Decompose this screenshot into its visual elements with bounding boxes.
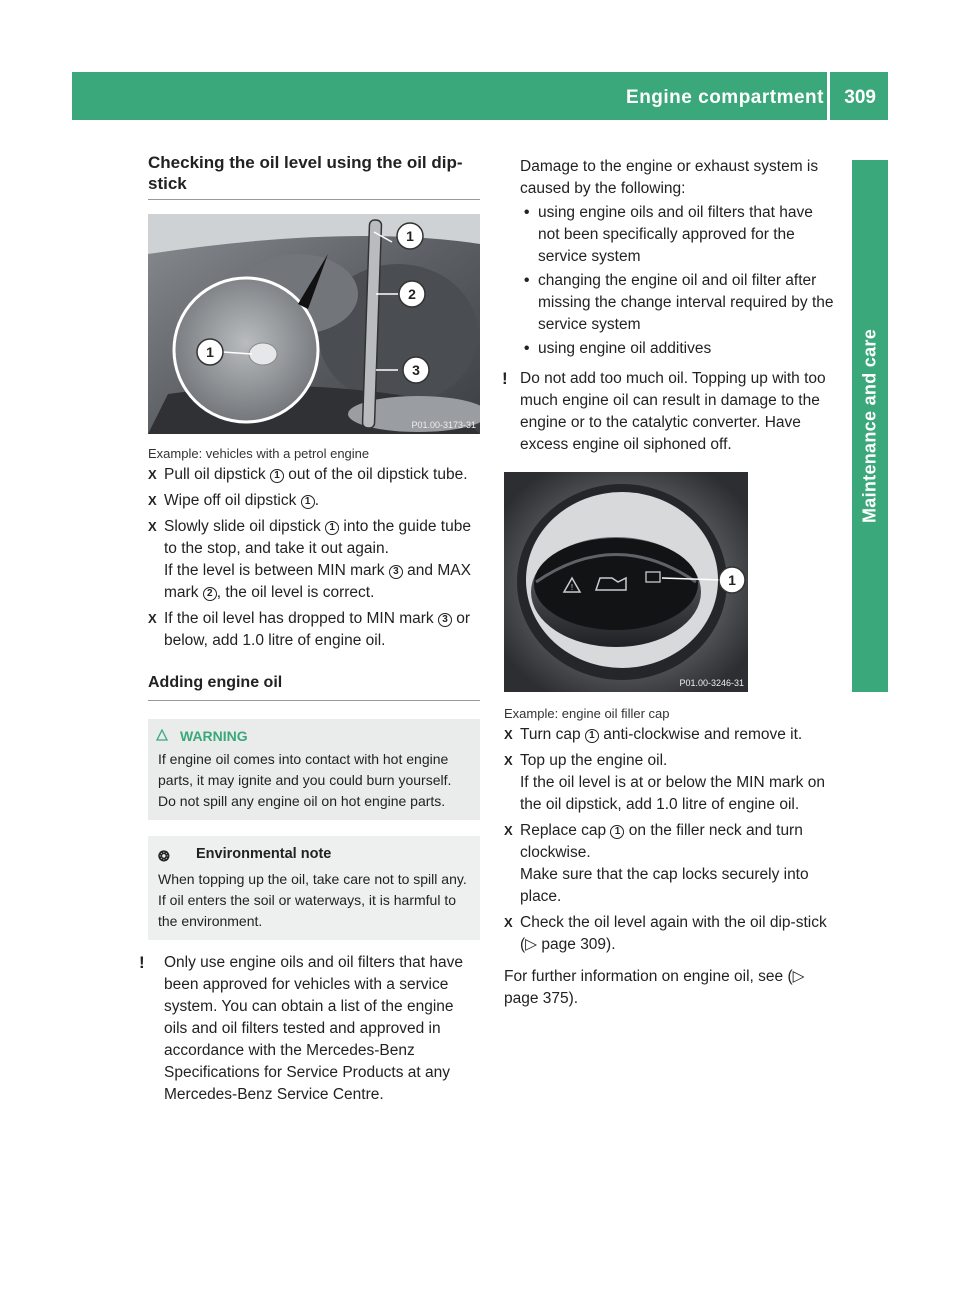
step-add-oil: X If the oil level has dropped to MIN mark 3 or below, add 1.0 litre of engine oil. <box>148 610 471 649</box>
svg-text:!: ! <box>570 583 574 592</box>
environmental-note-box <box>148 836 480 940</box>
damage-intro: Damage to the engine or exhaust system is caused by the following: <box>520 158 819 197</box>
photo-code: P01.00-3246-31 <box>679 678 744 688</box>
step-top-up: X Top up the engine oil. If the oil level is at or below the MIN mark on the oil dipstick, add 1.0 litre of engine oil. <box>504 752 825 813</box>
step-arrow-icon: X <box>148 611 157 626</box>
side-tab-marker <box>852 642 888 692</box>
damage-bullet: • changing the engine oil and oil filter after missing the change interval required by the service system <box>524 272 834 333</box>
bullet-dot: • <box>524 340 530 357</box>
callout-1-cap: 1 <box>728 572 736 588</box>
warning-text: If engine oil comes into contact with hot engine parts, it may ignite and you could burn yourself. Do not spill any engine oil on hot engine parts. <box>158 751 452 809</box>
number-icon: 3 <box>389 565 403 579</box>
damage-bullet: • using engine oil additives <box>520 338 836 360</box>
title-line-1: Checking the oil level using the oil dip- <box>148 153 463 172</box>
photo-code: P01.00-3173-31 <box>411 420 476 430</box>
step-pull-dipstick: X Pull oil dipstick 1 out of the oil dipstick tube. <box>148 464 480 486</box>
callout-2: 2 <box>408 286 416 302</box>
callout-1-inset: 1 <box>206 344 214 360</box>
step-arrow-icon: X <box>148 467 157 482</box>
callout-3: 3 <box>412 362 420 378</box>
title-line-2: stick <box>148 174 187 193</box>
dipstick-photo <box>148 214 480 434</box>
step-arrow-icon: X <box>504 915 513 930</box>
step-wipe-dipstick: X Wipe off oil dipstick 1 . <box>148 490 480 512</box>
step-check-again: X Check the oil level again with the oil dip-stick (▷ page 309). <box>504 914 827 953</box>
section-title-dipstick <box>148 152 480 200</box>
step-arrow-icon: X <box>148 519 157 534</box>
step-slide-dipstick: X Slowly slide oil dipstick 1 into the guide tube to the stop, and take it out again. If the level is between MIN mark 3 and MAX mark 2 , the oil level is correct. <box>148 518 471 601</box>
bullet-dot: • <box>524 204 530 221</box>
warning-heading: WARNING <box>158 727 470 745</box>
exclamation-icon: ! <box>139 953 145 972</box>
callout-1: 1 <box>406 228 414 244</box>
step-arrow-icon: X <box>504 823 513 838</box>
notice-too-much-oil: ! Do not add too much oil. Topping up with too much engine oil can result in damage to the engine or to the catalytic converter. Have excess engine oil siphoned off. <box>502 369 826 453</box>
warning-triangle-icon <box>156 729 168 741</box>
page-header <box>72 72 888 120</box>
number-icon: 1 <box>610 825 624 839</box>
step-arrow-icon: X <box>504 753 513 768</box>
header-title: Engine compartment <box>626 87 824 108</box>
damage-bullet: • using engine oils and oil filters that have not been specifically approved for the service system <box>524 204 813 265</box>
step-arrow-icon: X <box>504 727 513 742</box>
left-column <box>139 152 480 1106</box>
step-turn-cap: X Turn cap 1 anti-clockwise and remove it. <box>504 724 836 746</box>
photo-caption: Example: engine oil filler cap <box>504 706 670 721</box>
step-replace-cap: X Replace cap 1 on the filler neck and turn clockwise. Make sure that the cap locks securely into place. <box>504 822 809 905</box>
further-information: For further information on engine oil, see (▷ page 375). <box>504 968 805 1007</box>
number-icon: 1 <box>301 495 315 509</box>
section-title-adding-oil: Adding engine oil <box>148 672 480 701</box>
warning-box <box>148 719 480 820</box>
bullet-dot: • <box>524 272 530 289</box>
side-section-tab <box>852 160 888 692</box>
header-separator <box>827 72 830 120</box>
side-tab-label: Maintenance and care <box>859 328 880 524</box>
environmental-text: When topping up the oil, take care not to spill any. If oil enters the soil or waterways, it is harmful to the environment. <box>158 871 467 929</box>
page-number: 309 <box>844 87 876 108</box>
lightbulb-icon: ❂ <box>158 848 170 864</box>
number-icon: 3 <box>438 613 452 627</box>
number-icon: 1 <box>325 521 339 535</box>
environmental-heading: ❂ Environmental note <box>158 846 332 864</box>
page-ref-arrow-icon: ▷ <box>525 936 538 953</box>
number-icon: 2 <box>203 587 217 601</box>
number-icon: 1 <box>585 729 599 743</box>
step-arrow-icon: X <box>148 493 157 508</box>
notice-approved-oils: ! Only use engine oils and oil filters that have been approved for vehicles with a service system. You can obtain a list of the engine oils and oil filters tested and approved in accordance with the Mercedes-Benz Specifications for Service Products at any Mercedes-Benz Service Centre. <box>139 953 463 1103</box>
filler-cap-photo <box>504 472 748 692</box>
number-icon: 1 <box>270 469 284 483</box>
photo-caption: Example: vehicles with a petrol engine <box>148 446 370 461</box>
exclamation-icon: ! <box>502 369 508 388</box>
page-ref-arrow-icon: ▷ <box>792 968 805 985</box>
right-column <box>504 152 836 1010</box>
